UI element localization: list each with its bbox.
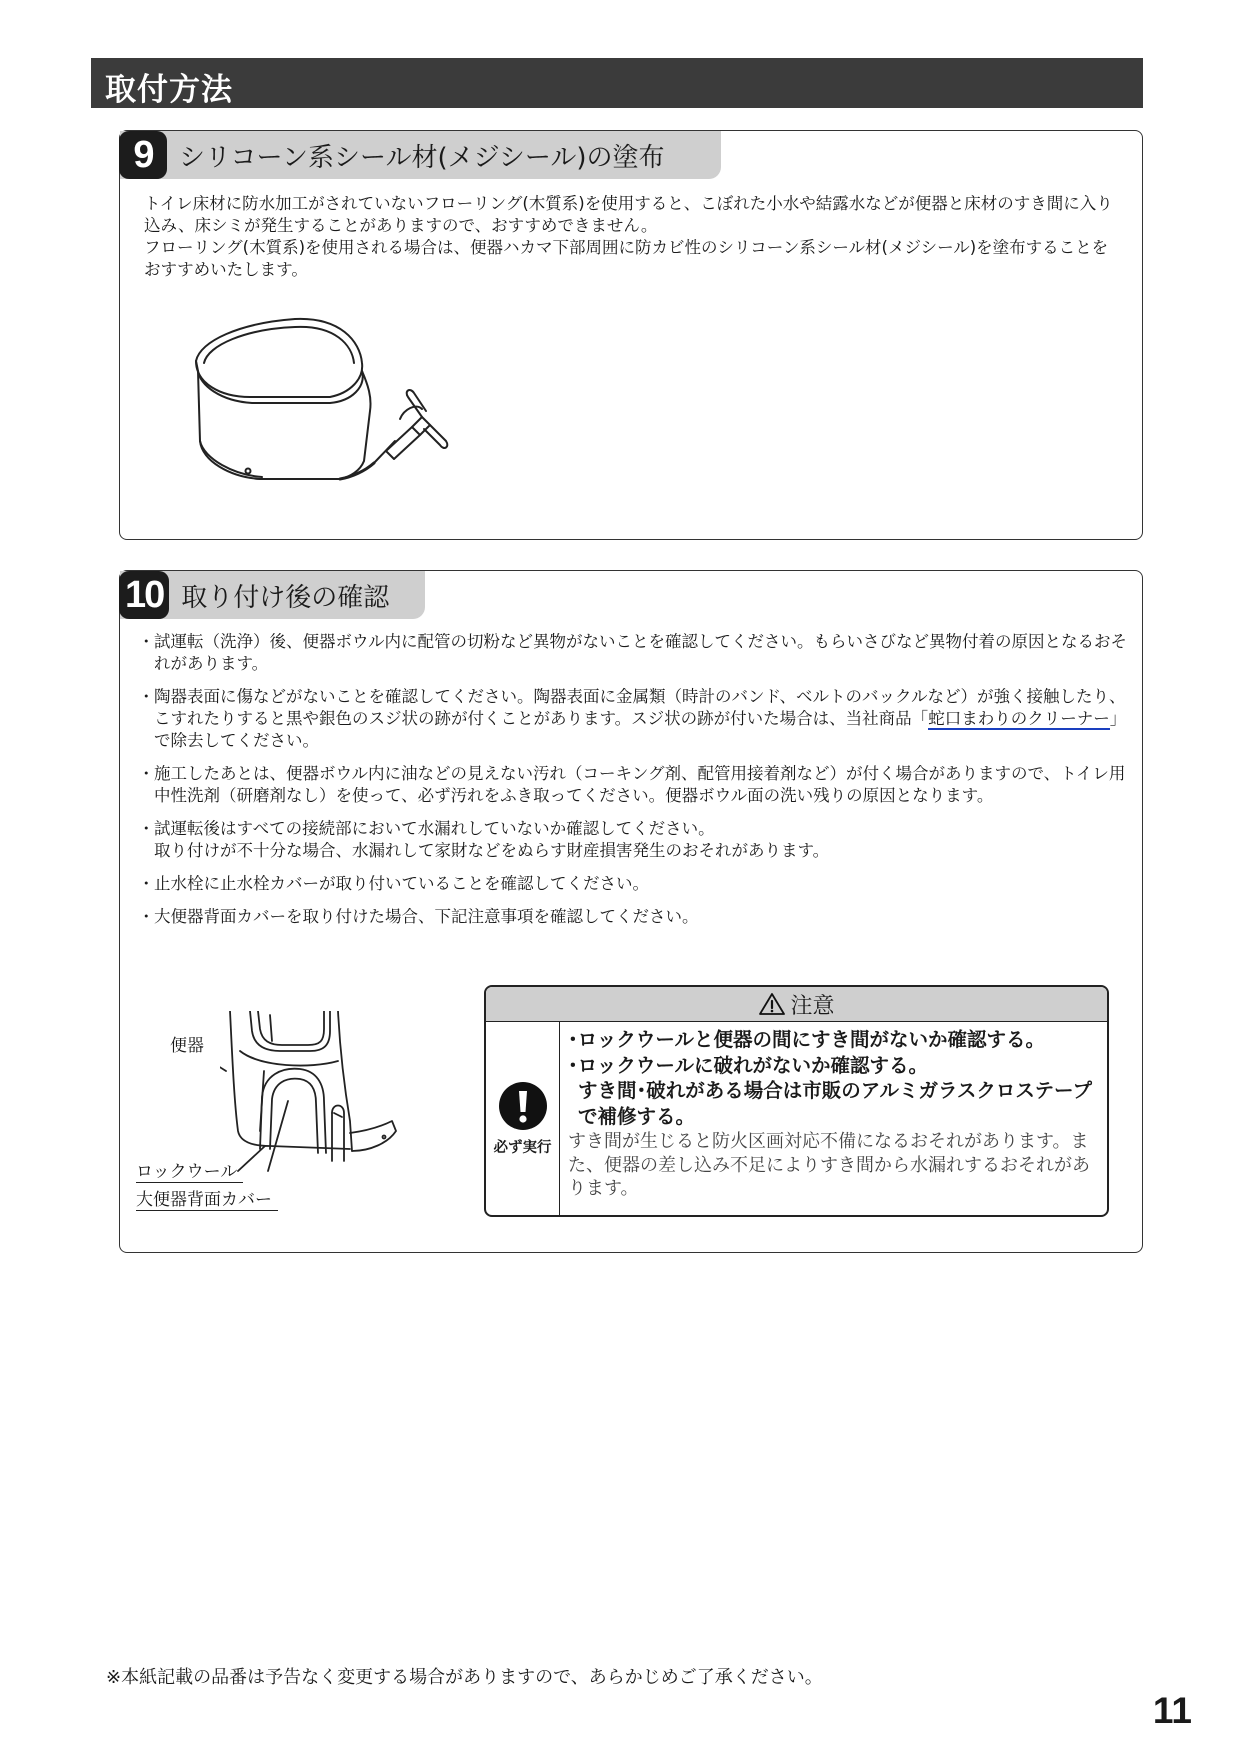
section-10-heading <box>120 571 425 619</box>
list-item <box>138 873 1128 895</box>
bullet-marker: ・ <box>138 632 155 651</box>
section-9-paragraph-1: トイレ床材に防水加工がされていないフローリング(木質系)を使用すると、こぼれた小水や結露水などが便器と床材のすき間に入り込み、床シミが発生することがありますので、おすすめできません。 <box>144 194 1113 235</box>
list-item <box>138 686 1128 752</box>
footer-note: ※本紙記載の品番は予告なく変更する場合がありますので、あらかじめご了承ください。 <box>106 1667 823 1688</box>
bullet-marker: ・ <box>138 907 155 926</box>
caution-line-3: すき間･破れがある場合は市販のアルミガラスクロステープで補修する。 <box>578 1079 1093 1128</box>
bullet-marker: ・ <box>138 687 155 706</box>
label-toilet: 便器 <box>170 1036 204 1056</box>
section-9-number: 9 <box>119 131 167 179</box>
list-item <box>138 906 1128 928</box>
list-item-text: 陶器表面に傷などがないことを確認してください。陶器表面に金属類（時計のバンド、ベルトのバックルなど）が強く接触したり、こすれたりすると黒や銀色のスジ状の跡が付くことがあります。スジ状の跡が付いた場合は、当社商品「 <box>154 687 1126 728</box>
label-rockwool: ロックウール <box>136 1157 243 1183</box>
section-10 <box>119 570 1143 1253</box>
mandatory-exclamation-icon <box>497 1080 549 1132</box>
check-list <box>138 631 1128 939</box>
list-item <box>138 763 1128 807</box>
page-header <box>91 58 1143 108</box>
list-item-text: 施工したあとは、便器ボウル内に油などの見えない汚れ（コーキング剤、配管用接着剤など）が付く場合がありますので、トイレ用中性洗剤（研磨剤なし）を使って、必ず汚れをふき取ってください。便器ボウル面の洗い残りの原因となります。 <box>154 764 1126 805</box>
bullet-marker: ・ <box>138 819 155 838</box>
page-title: 取付方法 <box>105 72 233 108</box>
caution-line-1: ･ロックウールと便器の間にすき間がないか確認する。 <box>568 1028 1045 1051</box>
caution-content <box>568 1027 1099 1201</box>
list-item <box>138 818 1128 862</box>
caution-body <box>486 1022 1107 1215</box>
cleaner-product-link[interactable]: 蛇口まわりのクリーナー <box>928 709 1110 728</box>
caution-title: 注意 <box>790 993 835 1019</box>
warning-triangle-icon <box>758 992 786 1016</box>
list-item-text: 止水栓に止水栓カバーが取り付いていることを確認してください。 <box>154 874 649 893</box>
list-item-text: 試運転（洗浄）後、便器ボウル内に配管の切粉など異物がないことを確認してください。もらいさびなど異物付着の原因となるおそれがあります。 <box>154 632 1128 673</box>
bullet-marker: ・ <box>138 874 155 893</box>
section-9-heading <box>120 131 721 179</box>
must-do-label: 必ず実行 <box>493 1140 552 1156</box>
bullet-marker: ・ <box>138 764 155 783</box>
caution-note: すき間が生じると防火区画対応不備になるおそれがあります。また、便器の差し込み不足によりすき間から水漏れするおそれがあります。 <box>568 1131 1090 1199</box>
list-item-text-tail: 」で除去してください。 <box>154 709 1127 750</box>
caution-box <box>484 985 1109 1217</box>
page-number: 11 <box>1152 1690 1192 1731</box>
section-9-title: シリコーン系シール材(メジシール)の塗布 <box>179 142 665 173</box>
caution-heading <box>486 987 1107 1022</box>
section-10-title: 取り付け後の確認 <box>181 582 390 613</box>
section-10-number: 10 <box>119 571 169 619</box>
toilet-sealant-illustration <box>190 301 520 511</box>
section-9 <box>119 130 1143 540</box>
list-item-text-line2: 取り付けが不十分な場合、水漏れして家財などをぬらす財産損害発生のおそれがあります。 <box>154 841 830 860</box>
list-item <box>138 631 1128 675</box>
caution-line-2: ･ロックウールに破れがないか確認する。 <box>568 1053 928 1077</box>
section-9-paragraph-2: フローリング(木質系)を使用される場合は、便器ハカマ下部周囲に防カビ性のシリコーン系シール材(メジシール)を塗布することをおすすめいたします。 <box>144 238 1109 279</box>
label-back-cover: 大便器背面カバー <box>136 1185 278 1211</box>
list-item-text: 大便器背面カバーを取り付けた場合、下記注意事項を確認してください。 <box>154 907 699 926</box>
back-cover-illustration <box>220 1011 460 1181</box>
must-do-column <box>486 1022 560 1215</box>
list-item-text: 試運転後はすべての接続部において水漏れしていないか確認してください。 <box>154 819 715 838</box>
